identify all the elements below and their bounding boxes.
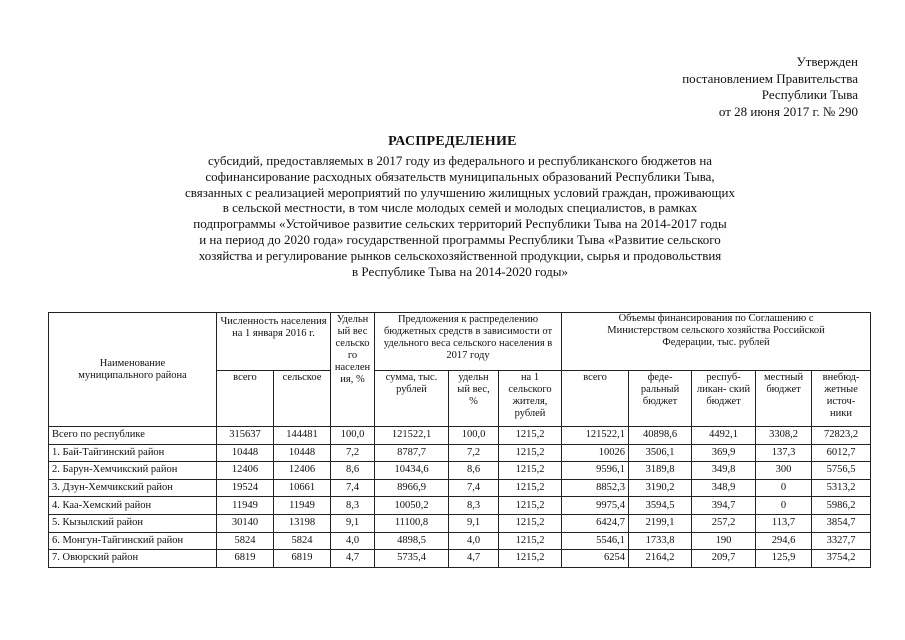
subtitle-line: субсидий, предоставляемых в 2017 году из федерального и республиканского бюджетов на — [207, 153, 713, 168]
distribution-table — [48, 312, 871, 568]
header-prop-sum: сумма, тыс. рублей — [375, 371, 449, 427]
row-prop-sum: 8966,9 — [375, 479, 449, 497]
subtitle-line: связанных с реализацией мероприятий по улучшению жилищных условий граждан, проживающих — [185, 184, 735, 200]
row-fund-total: 5546,1 — [562, 532, 629, 550]
approval-line: постановлением Правительства — [682, 70, 858, 86]
subtitle-line: софинансирование расходных обязательств муниципальных образований Республики Тыва, — [205, 168, 715, 184]
approval-line: Республики Тыва — [761, 87, 858, 102]
row-pop-total: 5824 — [217, 532, 274, 550]
row-fund-total: 9596,1 — [562, 462, 629, 480]
table-row — [49, 479, 871, 497]
row-share: 8,6 — [331, 462, 375, 480]
header-share: Удельн ый вес сельско го населен ия, % — [331, 313, 375, 427]
row-name: 7. Овюрский район — [49, 550, 217, 568]
table-row — [49, 550, 871, 568]
row-name: 6. Монгун-Тайгинский район — [49, 532, 217, 550]
header-population: Численность населения на 1 января 2016 г. — [217, 313, 331, 371]
document-subtitle — [110, 153, 810, 279]
row-name: 1. Бай-Тайгинский район — [49, 444, 217, 462]
row-fund-local: 125,9 — [756, 550, 812, 568]
row-fund-local: 0 — [756, 497, 812, 515]
row-fund-federal: 1733,8 — [629, 532, 692, 550]
row-pop-total: 6819 — [217, 550, 274, 568]
row-fund-federal: 3189,8 — [629, 462, 692, 480]
row-fund-total: 8852,3 — [562, 479, 629, 497]
table-row — [49, 514, 871, 532]
row-fund-republic: 349,8 — [692, 462, 756, 480]
row-prop-share: 4,0 — [449, 532, 499, 550]
row-share: 100,0 — [331, 427, 375, 445]
row-fund-total: 10026 — [562, 444, 629, 462]
subtitle-line: хозяйства и регулирование рынков сельскохозяйственной продукции, сырья и продовольствия — [198, 247, 722, 263]
row-pop-rural: 6819 — [274, 550, 331, 568]
header-proposal: Предложения к распределению бюджетных средств в зависимости от удельного веса сельского населения в 2017 году — [375, 313, 562, 371]
row-pop-rural: 11949 — [274, 497, 331, 515]
row-fund-republic: 257,2 — [692, 514, 756, 532]
row-prop-share: 7,4 — [449, 479, 499, 497]
row-prop-per: 1215,2 — [499, 427, 562, 445]
row-name: 4. Каа-Хемский район — [49, 497, 217, 515]
row-fund-total: 6424,7 — [562, 514, 629, 532]
row-name: 5. Кызылский район — [49, 514, 217, 532]
row-prop-sum: 10434,6 — [375, 462, 449, 480]
row-fund-extra: 5313,2 — [812, 479, 871, 497]
row-fund-federal: 40898,6 — [629, 427, 692, 445]
row-prop-sum: 4898,5 — [375, 532, 449, 550]
row-fund-republic: 348,9 — [692, 479, 756, 497]
row-fund-extra: 3754,2 — [812, 550, 871, 568]
header-fund-extra: внебюд- жетные источ- ники — [812, 371, 871, 427]
row-pop-rural: 10661 — [274, 479, 331, 497]
row-share: 8,3 — [331, 497, 375, 515]
row-pop-total: 10448 — [217, 444, 274, 462]
row-prop-sum: 11100,8 — [375, 514, 449, 532]
row-fund-total: 6254 — [562, 550, 629, 568]
row-name: 2. Барун-Хемчикский район — [49, 462, 217, 480]
row-prop-sum: 121522,1 — [375, 427, 449, 445]
header-fund-local: местный бюджет — [756, 371, 812, 427]
row-prop-share: 7,2 — [449, 444, 499, 462]
header-fund-republic: респуб- ликан- ский бюджет — [692, 371, 756, 427]
subtitle-line: в сельской местности, в том числе молодых семей и молодых специалистов, в рамках — [222, 200, 698, 216]
row-name: Всего по республике — [49, 427, 217, 445]
row-fund-local: 113,7 — [756, 514, 812, 532]
row-fund-federal: 3190,2 — [629, 479, 692, 497]
row-fund-federal: 2164,2 — [629, 550, 692, 568]
row-fund-total: 9975,4 — [562, 497, 629, 515]
row-fund-extra: 5756,5 — [812, 462, 871, 480]
approval-line: Утвержден — [796, 54, 858, 69]
row-pop-total: 30140 — [217, 514, 274, 532]
row-fund-extra: 5986,2 — [812, 497, 871, 515]
row-fund-local: 0 — [756, 479, 812, 497]
row-fund-local: 294,6 — [756, 532, 812, 550]
approval-line: от 28 июня 2017 г. № 290 — [718, 103, 858, 119]
header-fund-total: всего — [562, 371, 629, 427]
row-pop-rural: 144481 — [274, 427, 331, 445]
row-pop-rural: 13198 — [274, 514, 331, 532]
row-pop-rural: 10448 — [274, 444, 331, 462]
subtitle-line: в Республике Тыва на 2014-2020 годы» — [352, 263, 568, 279]
row-fund-federal: 3506,1 — [629, 444, 692, 462]
header-prop-share: удельн ый вес, % — [449, 371, 499, 427]
document-title: РАСПРЕДЕЛЕНИЕ — [388, 134, 517, 149]
row-prop-sum: 10050,2 — [375, 497, 449, 515]
row-prop-sum: 5735,4 — [375, 550, 449, 568]
row-prop-per: 1215,2 — [499, 497, 562, 515]
row-share: 9,1 — [331, 514, 375, 532]
subtitle-line: подпрограммы «Устойчивое развитие сельских территорий Республики Тыва на 2014-2017 годы — [193, 216, 727, 232]
row-pop-total: 315637 — [217, 427, 274, 445]
row-fund-republic: 190 — [692, 532, 756, 550]
row-prop-sum: 8787,7 — [375, 444, 449, 462]
row-fund-republic: 369,9 — [692, 444, 756, 462]
row-prop-per: 1215,2 — [499, 514, 562, 532]
row-prop-per: 1215,2 — [499, 550, 562, 568]
header-fund-federal: феде- ральный бюджет — [629, 371, 692, 427]
table-row — [49, 497, 871, 515]
row-fund-extra: 3327,7 — [812, 532, 871, 550]
row-pop-total: 11949 — [217, 497, 274, 515]
row-prop-share: 100,0 — [449, 427, 499, 445]
row-pop-total: 12406 — [217, 462, 274, 480]
table-body — [49, 427, 871, 568]
row-fund-local: 3308,2 — [756, 427, 812, 445]
table-row — [49, 444, 871, 462]
approval-block — [638, 54, 858, 120]
header-prop-per: на 1 сельского жителя, рублей — [499, 371, 562, 427]
row-fund-extra: 72823,2 — [812, 427, 871, 445]
header-pop-rural: сельское — [274, 371, 331, 427]
row-fund-extra: 6012,7 — [812, 444, 871, 462]
table-row — [49, 427, 871, 445]
row-fund-local: 137,3 — [756, 444, 812, 462]
row-fund-republic: 209,7 — [692, 550, 756, 568]
row-prop-per: 1215,2 — [499, 479, 562, 497]
row-prop-share: 8,6 — [449, 462, 499, 480]
row-share: 4,7 — [331, 550, 375, 568]
row-fund-republic: 394,7 — [692, 497, 756, 515]
row-share: 7,4 — [331, 479, 375, 497]
header-funding: Объемы финансирования по Соглашению с Министерством сельского хозяйства Российской Федерации, тыс. рублей — [562, 313, 871, 371]
row-prop-share: 9,1 — [449, 514, 499, 532]
row-pop-rural: 5824 — [274, 532, 331, 550]
row-name: 3. Дзун-Хемчикский район — [49, 479, 217, 497]
row-prop-per: 1215,2 — [499, 532, 562, 550]
row-prop-per: 1215,2 — [499, 462, 562, 480]
row-fund-federal: 3594,5 — [629, 497, 692, 515]
row-pop-total: 19524 — [217, 479, 274, 497]
row-pop-rural: 12406 — [274, 462, 331, 480]
row-fund-extra: 3854,7 — [812, 514, 871, 532]
row-prop-per: 1215,2 — [499, 444, 562, 462]
row-fund-republic: 4492,1 — [692, 427, 756, 445]
row-prop-share: 8,3 — [449, 497, 499, 515]
row-fund-total: 121522,1 — [562, 427, 629, 445]
row-prop-share: 4,7 — [449, 550, 499, 568]
header-pop-total: всего — [217, 371, 274, 427]
table-row — [49, 532, 871, 550]
table-row — [49, 462, 871, 480]
row-fund-local: 300 — [756, 462, 812, 480]
row-share: 7,2 — [331, 444, 375, 462]
subtitle-line: и на период до 2020 года» государственной программы Республики Тыва «Развитие сельского — [199, 231, 721, 247]
row-fund-federal: 2199,1 — [629, 514, 692, 532]
row-share: 4,0 — [331, 532, 375, 550]
header-name: Наименование муниципального района — [49, 313, 217, 427]
